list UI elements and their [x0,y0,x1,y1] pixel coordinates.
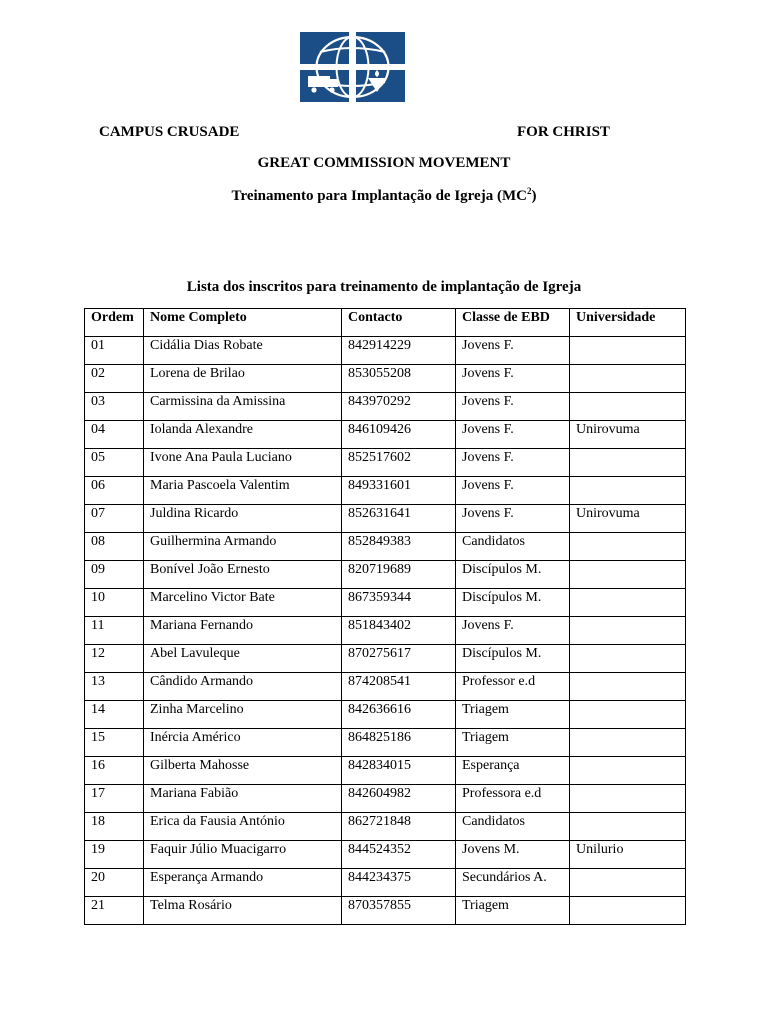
cell-contacto: 842914229 [342,337,456,365]
cell-ordem: 20 [85,869,144,897]
cell-nome: Marcelino Victor Bate [144,589,342,617]
cell-contacto: 843970292 [342,393,456,421]
cell-ordem: 05 [85,449,144,477]
cell-contacto: 864825186 [342,729,456,757]
list-title: Lista dos inscritos para treinamento de implantação de Igreja [186,279,582,295]
cell-classe: Jovens F. [456,421,570,449]
cell-contacto: 852517602 [342,449,456,477]
cell-classe: Jovens F. [456,365,570,393]
column-header-universidade: Universidade [570,309,686,337]
table-row [85,897,686,925]
cell-contacto: 842604982 [342,785,456,813]
cell-ordem: 10 [85,589,144,617]
training-title-close: ) [531,188,537,204]
cell-contacto: 842636616 [342,701,456,729]
cell-classe: Secundários A. [456,869,570,897]
cell-nome: Mariana Fernando [144,617,342,645]
cell-nome: Faquir Júlio Muacigarro [144,841,342,869]
cell-classe: Jovens F. [456,505,570,533]
cell-contacto: 844234375 [342,869,456,897]
cell-classe: Jovens F. [456,449,570,477]
cell-ordem: 18 [85,813,144,841]
cell-classe: Triagem [456,897,570,925]
cell-nome: Maria Pascoela Valentim [144,477,342,505]
cell-universidade [570,645,686,673]
cell-universidade [570,729,686,757]
cell-classe: Jovens F. [456,617,570,645]
cell-contacto: 852849383 [342,533,456,561]
cell-classe: Esperança [456,757,570,785]
cell-ordem: 17 [85,785,144,813]
cell-contacto: 867359344 [342,589,456,617]
cell-contacto: 820719689 [342,561,456,589]
org-name-left: CAMPUS CRUSADE [99,124,240,140]
cell-ordem: 21 [85,897,144,925]
cell-nome: Ivone Ana Paula Luciano [144,449,342,477]
globe-logo-icon [300,32,405,102]
cell-ordem: 07 [85,505,144,533]
cell-ordem: 19 [85,841,144,869]
cell-classe: Discípulos M. [456,645,570,673]
cell-classe: Candidatos [456,533,570,561]
cell-universidade [570,897,686,925]
cell-universidade [570,533,686,561]
training-title-text: Treinamento para Implantação de Igreja (MC [231,188,527,204]
cell-universidade: Unirovuma [570,505,686,533]
table-row [85,477,686,505]
cell-ordem: 02 [85,365,144,393]
table-row [85,673,686,701]
table-row [85,505,686,533]
cell-classe: Discípulos M. [456,589,570,617]
table-row [85,561,686,589]
cell-ordem: 16 [85,757,144,785]
cell-classe: Professora e.d [456,785,570,813]
table-row [85,785,686,813]
cell-nome: Juldina Ricardo [144,505,342,533]
column-header-contacto: Contacto [342,309,456,337]
cell-universidade [570,365,686,393]
cell-nome: Cândido Armando [144,673,342,701]
table-row [85,449,686,477]
cell-classe: Jovens M. [456,841,570,869]
table-row [85,701,686,729]
table-row [85,841,686,869]
movement-title: GREAT COMMISSION MOVEMENT [257,155,511,171]
cell-nome: Lorena de Brilao [144,365,342,393]
cell-contacto: 849331601 [342,477,456,505]
cell-ordem: 09 [85,561,144,589]
table-row [85,729,686,757]
cell-universidade [570,477,686,505]
cell-universidade [570,449,686,477]
table-row [85,421,686,449]
cell-universidade [570,393,686,421]
cell-ordem: 03 [85,393,144,421]
cell-classe: Jovens F. [456,393,570,421]
column-header-ordem: Ordem [85,309,144,337]
table-row [85,757,686,785]
table-row [85,365,686,393]
cell-contacto: 862721848 [342,813,456,841]
cell-nome: Bonível João Ernesto [144,561,342,589]
cell-nome: Abel Lavuleque [144,645,342,673]
cell-classe: Triagem [456,701,570,729]
cell-contacto: 851843402 [342,617,456,645]
table-row [85,337,686,365]
cell-universidade [570,617,686,645]
cell-contacto: 870357855 [342,897,456,925]
cell-ordem: 14 [85,701,144,729]
cell-universidade [570,757,686,785]
cell-contacto: 874208541 [342,673,456,701]
table-row [85,645,686,673]
cell-contacto: 870275617 [342,645,456,673]
cell-universidade [570,701,686,729]
cell-universidade: Unilurio [570,841,686,869]
cell-contacto: 853055208 [342,365,456,393]
table-row [85,533,686,561]
table-header-row [85,309,686,337]
cell-universidade: Unirovuma [570,421,686,449]
cell-nome: Telma Rosário [144,897,342,925]
cell-classe: Discípulos M. [456,561,570,589]
cell-nome: Cidália Dias Robate [144,337,342,365]
cell-universidade [570,589,686,617]
table-row [85,813,686,841]
cell-contacto: 842834015 [342,757,456,785]
roster-table [84,308,686,925]
cell-classe: Triagem [456,729,570,757]
cell-classe: Jovens F. [456,337,570,365]
cell-universidade [570,673,686,701]
cell-universidade [570,337,686,365]
cell-nome: Carmissina da Amissina [144,393,342,421]
table-row [85,869,686,897]
cell-ordem: 15 [85,729,144,757]
cell-universidade [570,785,686,813]
cell-contacto: 852631641 [342,505,456,533]
table-row [85,393,686,421]
cell-universidade [570,869,686,897]
cell-nome: Gilberta Mahosse [144,757,342,785]
cell-nome: Mariana Fabião [144,785,342,813]
cell-universidade [570,813,686,841]
cell-nome: Guilhermina Armando [144,533,342,561]
cell-nome: Iolanda Alexandre [144,421,342,449]
cell-ordem: 04 [85,421,144,449]
cell-classe: Candidatos [456,813,570,841]
cell-classe: Professor e.d [456,673,570,701]
cell-ordem: 13 [85,673,144,701]
training-superscript: 2 [526,186,532,196]
cell-contacto: 846109426 [342,421,456,449]
table-body [85,337,686,925]
cell-ordem: 08 [85,533,144,561]
table-row [85,617,686,645]
cell-universidade [570,561,686,589]
cell-nome: Zinha Marcelino [144,701,342,729]
column-header-nome: Nome Completo [144,309,342,337]
cell-nome: Esperança Armando [144,869,342,897]
cell-ordem: 01 [85,337,144,365]
cell-nome: Erica da Fausia António [144,813,342,841]
org-name-right: FOR CHRIST [517,124,610,140]
table-row [85,589,686,617]
cell-ordem: 11 [85,617,144,645]
cell-contacto: 844524352 [342,841,456,869]
training-title [0,188,768,205]
column-header-classe: Classe de EBD [456,309,570,337]
cell-classe: Jovens F. [456,477,570,505]
cell-nome: Inércia Américo [144,729,342,757]
cell-ordem: 12 [85,645,144,673]
cell-ordem: 06 [85,477,144,505]
